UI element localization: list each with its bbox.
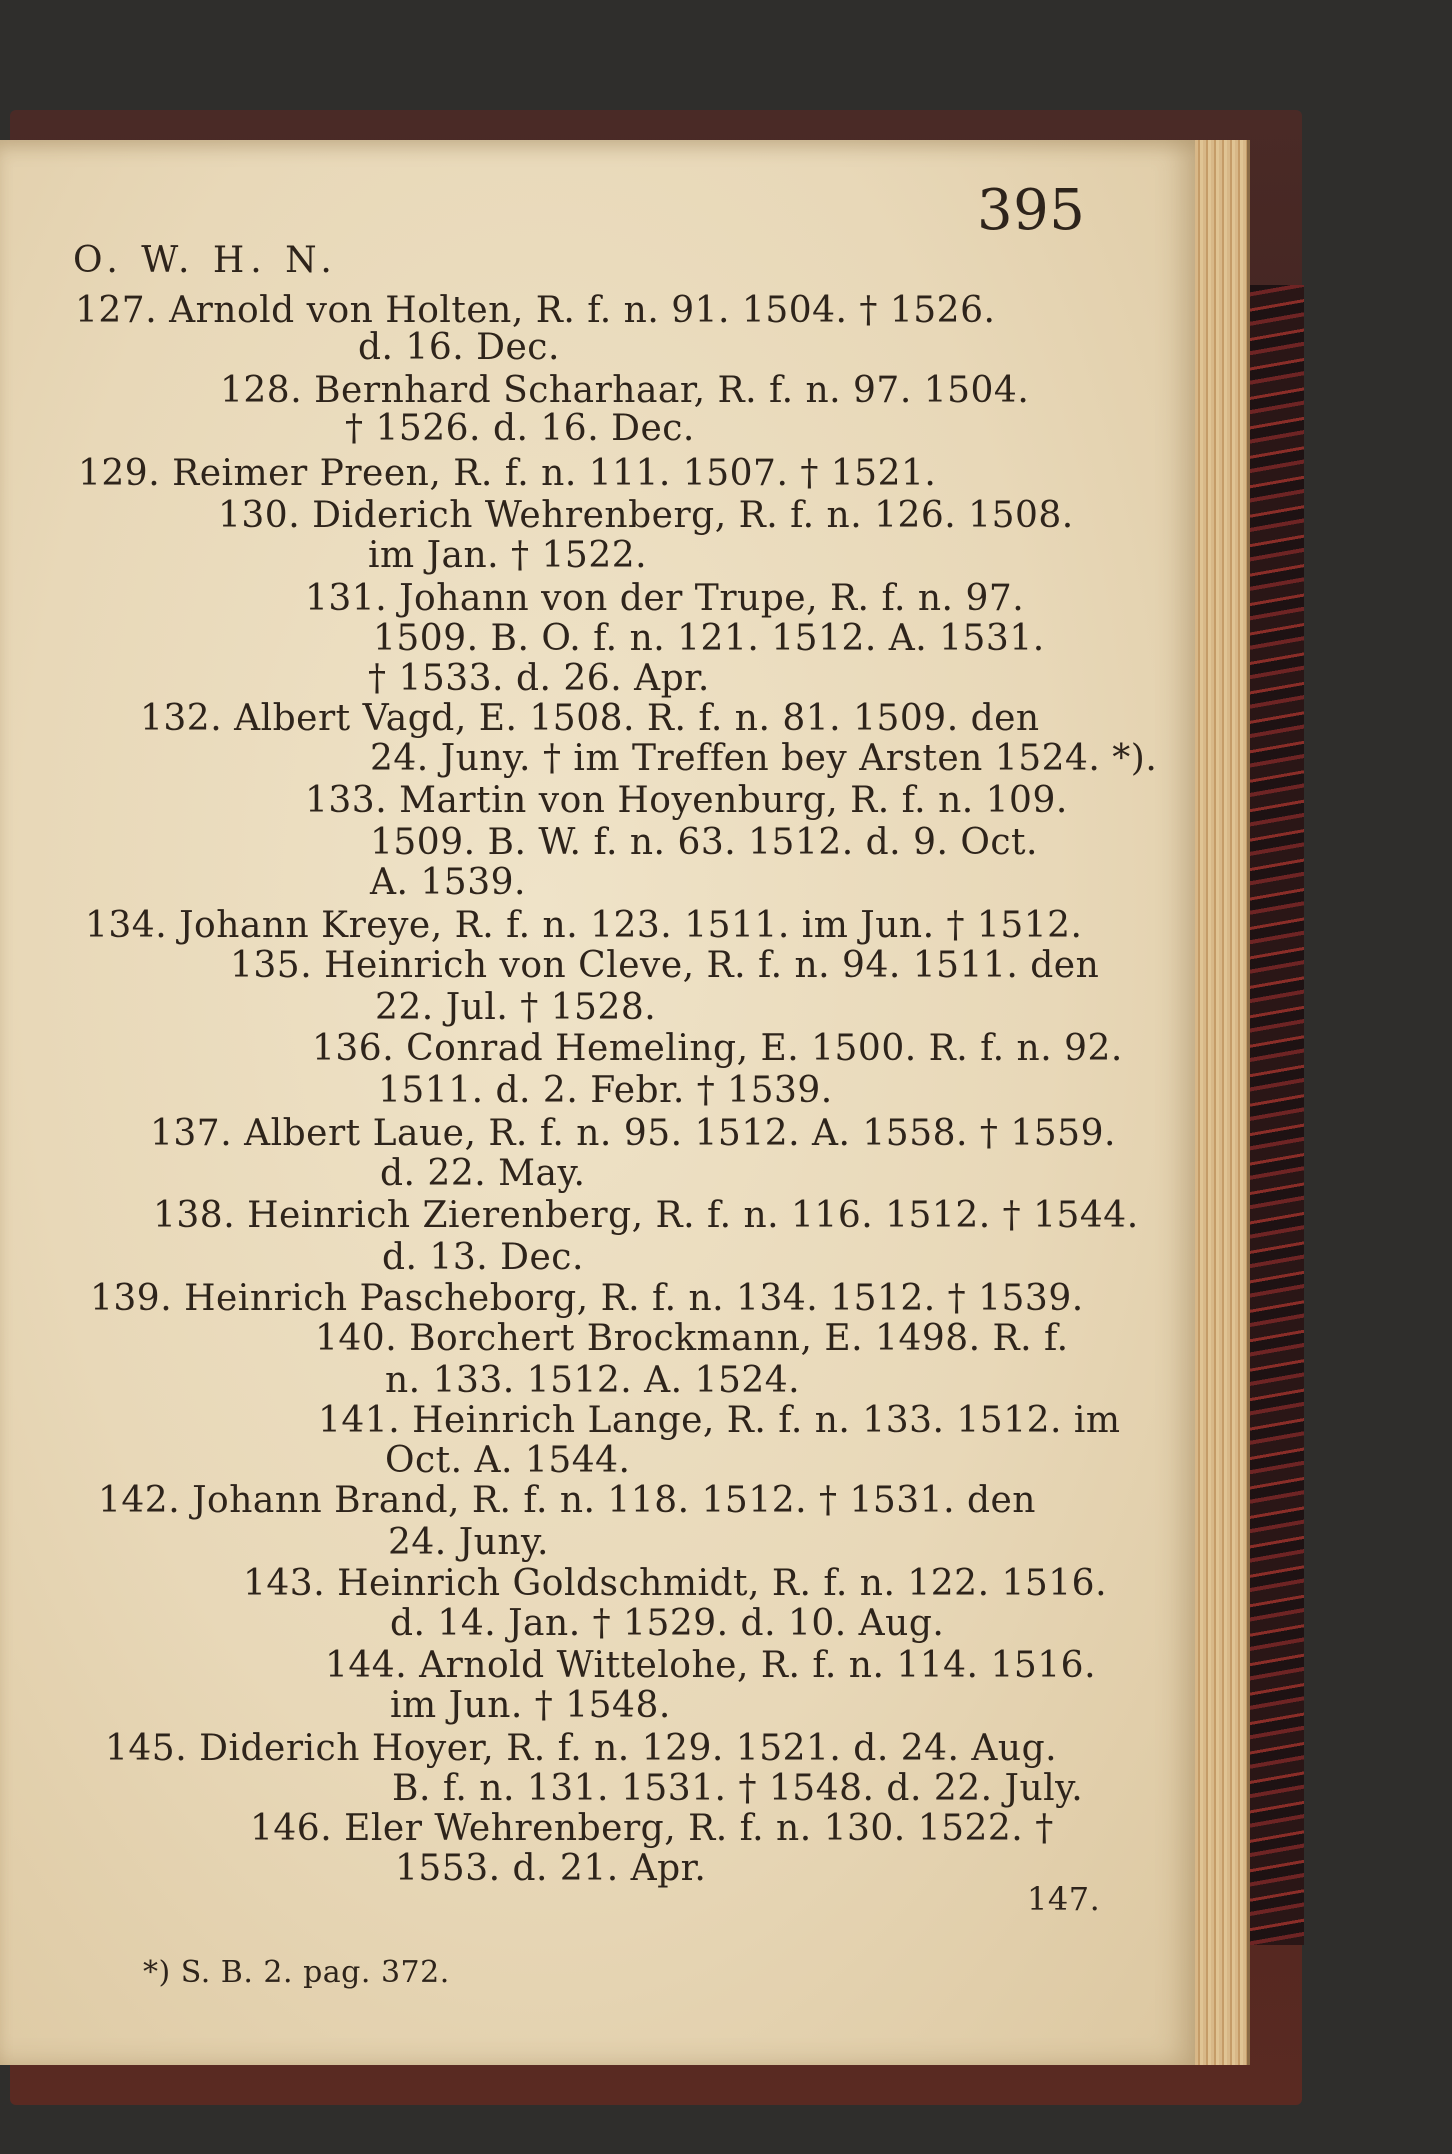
- entry-135-line-2: 22. Jul. † 1528.: [375, 987, 657, 1028]
- entry-134-line-1: 134. Johann Kreye, R. f. n. 123. 1511. im Jun. † 1512.: [85, 905, 1083, 946]
- entry-129-line-1: 129. Reimer Preen, R. f. n. 111. 1507. † 1521.: [78, 453, 937, 494]
- entry-130-line-1: 130. Diderich Wehrenberg, R. f. n. 126. 1508.: [218, 495, 1074, 536]
- entry-138-line-2: d. 13. Dec.: [382, 1237, 584, 1278]
- entry-128-line-1: 128. Bernhard Scharhaar, R. f. n. 97. 1504.: [220, 370, 1030, 411]
- entry-142-line-1: 142. Johann Brand, R. f. n. 118. 1512. † 1531. den: [98, 1480, 1036, 1521]
- catchword: 147.: [1027, 1880, 1101, 1918]
- entry-127-line-2: d. 16. Dec.: [358, 327, 560, 368]
- entry-145-line-1: 145. Diderich Hoyer, R. f. n. 129. 1521. d. 24. Aug.: [105, 1728, 1058, 1769]
- section-heading: O. W. H. N.: [73, 240, 338, 281]
- entry-133-line-2: 1509. B. W. f. n. 63. 1512. d. 9. Oct.: [370, 822, 1038, 863]
- entry-144-line-2: im Jun. † 1548.: [390, 1685, 671, 1726]
- entry-133-line-1: 133. Martin von Hoyenburg, R. f. n. 109.: [305, 780, 1068, 821]
- entry-128-line-2: † 1526. d. 16. Dec.: [345, 408, 695, 449]
- entry-143-line-2: d. 14. Jan. † 1529. d. 10. Aug.: [390, 1603, 945, 1644]
- entry-127-line-1: 127. Arnold von Holten, R. f. n. 91. 1504. † 1526.: [75, 290, 996, 331]
- entry-142-line-2: 24. Juny.: [388, 1522, 549, 1563]
- entry-132-line-1: 132. Albert Vagd, E. 1508. R. f. n. 81. 1509. den: [140, 698, 1040, 739]
- entry-137-line-1: 137. Albert Laue, R. f. n. 95. 1512. A. 1558. † 1559.: [150, 1113, 1116, 1154]
- entry-140-line-1: 140. Borchert Brockmann, E. 1498. R. f.: [315, 1318, 1069, 1359]
- entry-145-line-2: B. f. n. 131. 1531. † 1548. d. 22. July.: [392, 1768, 1084, 1809]
- entry-137-line-2: d. 22. May.: [380, 1153, 586, 1194]
- page-edges: [1195, 140, 1250, 2065]
- entry-131-line-1: 131. Johann von der Trupe, R. f. n. 97.: [305, 578, 1025, 619]
- entry-143-line-1: 143. Heinrich Goldschmidt, R. f. n. 122. 1516.: [243, 1563, 1108, 1604]
- entry-132-line-2: 24. Juny. † im Treffen bey Arsten 1524. *).: [370, 738, 1158, 779]
- footnote: *) S. B. 2. pag. 372.: [143, 1955, 450, 1990]
- entry-131-line-2: 1509. B. O. f. n. 121. 1512. A. 1531.: [373, 618, 1045, 659]
- entry-140-line-2: n. 133. 1512. A. 1524.: [385, 1360, 801, 1401]
- page-number: 395: [977, 178, 1086, 243]
- entry-141-line-2: Oct. A. 1544.: [385, 1440, 631, 1481]
- entry-138-line-1: 138. Heinrich Zierenberg, R. f. n. 116. 1512. † 1544.: [153, 1195, 1139, 1236]
- entry-130-line-2: im Jan. † 1522.: [368, 535, 648, 576]
- entry-141-line-1: 141. Heinrich Lange, R. f. n. 133. 1512. im: [318, 1400, 1121, 1441]
- entry-133-line-3: A. 1539.: [370, 862, 526, 903]
- entry-146-line-2: 1553. d. 21. Apr.: [395, 1848, 707, 1889]
- entry-146-line-1: 146. Eler Wehrenberg, R. f. n. 130. 1522. †: [250, 1808, 1054, 1849]
- entry-131-line-3: † 1533. d. 26. Apr.: [368, 658, 710, 699]
- entry-144-line-1: 144. Arnold Wittelohe, R. f. n. 114. 1516.: [325, 1645, 1097, 1686]
- entry-136-line-2: 1511. d. 2. Febr. † 1539.: [378, 1070, 833, 1111]
- entry-136-line-1: 136. Conrad Hemeling, E. 1500. R. f. n. 92.: [312, 1028, 1123, 1069]
- entry-139-line-1: 139. Heinrich Pascheborg, R. f. n. 134. 1512. † 1539.: [90, 1278, 1084, 1319]
- entry-135-line-1: 135. Heinrich von Cleve, R. f. n. 94. 1511. den: [230, 945, 1100, 986]
